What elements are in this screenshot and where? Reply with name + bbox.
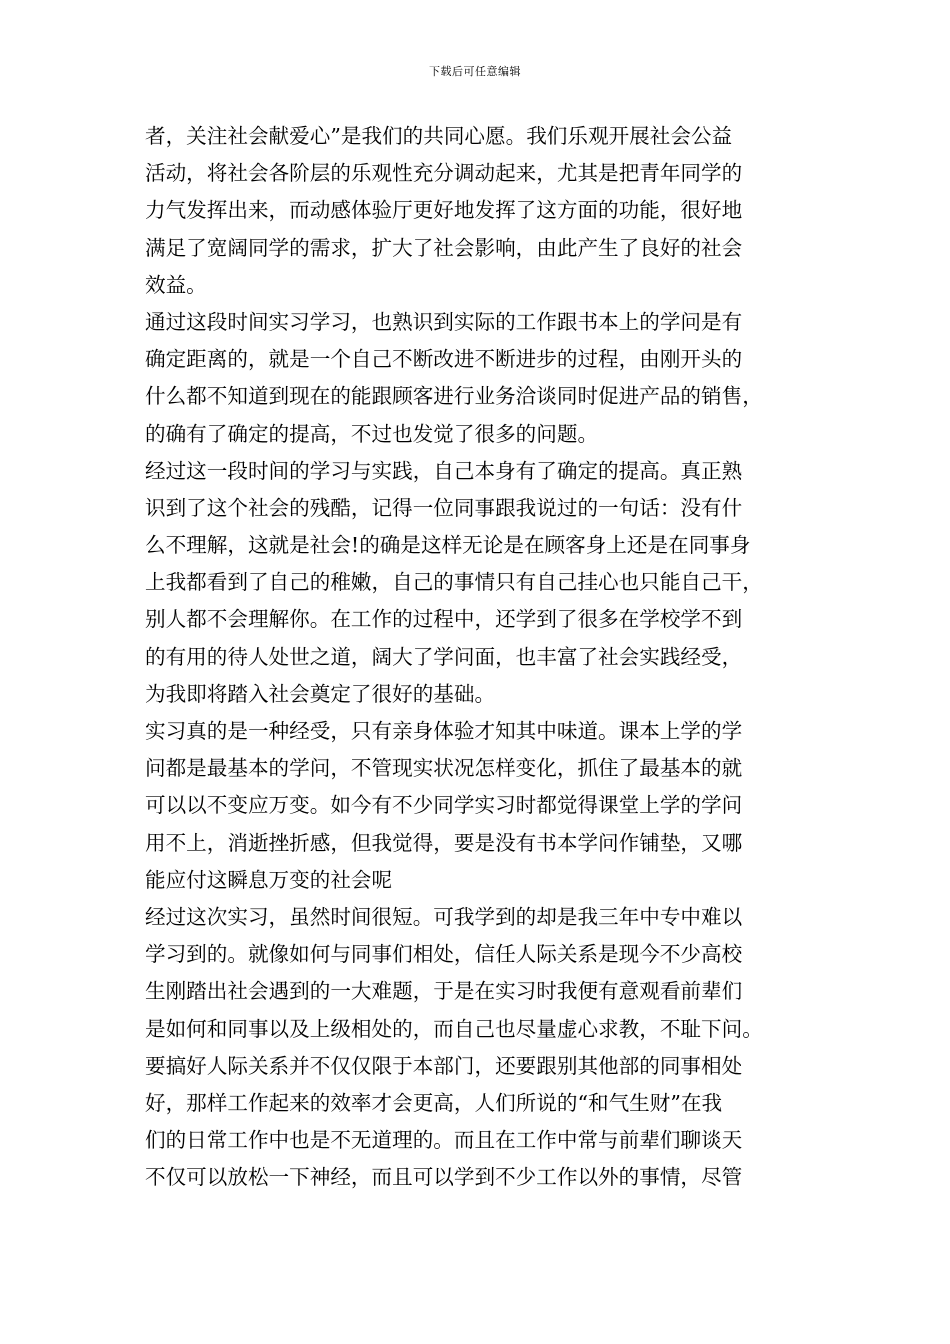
- text-line: 识到了这个社会的残酷，记得一位同事跟我说过的一句话：没有什: [145, 495, 743, 520]
- text-line: 么不理解，这就是社会!的确是这样无论是在顾客身上还是在同事身: [145, 533, 751, 558]
- text-line: 生刚踏出社会遇到的一大难题，于是在实习时我便有意观看前辈们: [145, 979, 743, 1004]
- text-line: 上我都看到了自己的稚嫩，自己的事情只有自己挂心也只能自己干，: [145, 570, 763, 595]
- page-header: 下载后可任意编辑: [429, 65, 521, 78]
- text-line: 经过这一段时间的学习与实践，自己本身有了确定的提高。真正熟: [145, 458, 743, 483]
- body-text: [145, 118, 805, 1196]
- text-line: 活动，将社会各阶层的乐观性充分调动起来，尤其是把青年同学的: [145, 161, 743, 186]
- text-line: 要搞好人际关系并不仅仅限于本部门，还要跟别其他部的同事相处: [145, 1053, 743, 1078]
- text-line: 别人都不会理解你。在工作的过程中，还学到了很多在学校学不到: [145, 607, 743, 632]
- text-line: 为我即将踏入社会奠定了很好的基础。: [145, 681, 496, 706]
- text-line: 什么都不知道到现在的能跟顾客进行业务洽谈同时促进产品的销售，: [145, 384, 763, 409]
- text-line: 力气发挥出来，而动感体验厅更好地发挥了这方面的功能，很好地: [145, 198, 743, 223]
- text-line: 者，关注社会献爱心”是我们的共同心愿。我们乐观开展社会公益: [145, 124, 733, 148]
- text-line: 是如何和同事以及上级相处的，而自己也尽量虚心求教，不耻下问。: [145, 1016, 763, 1041]
- text-line: 学习到的。就像如何与同事们相处，信任人际关系是现今不少高校: [145, 942, 743, 967]
- text-line: 好，那样工作起来的效率才会更高，人们所说的“和气生财”在我: [145, 1090, 723, 1115]
- text-line: 满足了宽阔同学的需求，扩大了社会影响，由此产生了良好的社会: [145, 235, 743, 260]
- text-line: 能应付这瞬息万变的社会呢: [145, 867, 393, 892]
- text-line: 效益。: [145, 272, 207, 297]
- text-line: 的有用的待人处世之道，阔大了学问面，也丰富了社会实践经受，: [145, 644, 743, 669]
- text-line: 们的日常工作中也是不无道理的。而且在工作中常与前辈们聊谈天: [145, 1128, 743, 1153]
- text-line: 用不上，消逝挫折感，但我觉得，要是没有书本学问作铺垫，又哪: [145, 830, 743, 855]
- text-line: 通过这段时间实习学习，也熟识到实际的工作跟书本上的学问是有: [145, 309, 743, 334]
- text-line: 确定距离的，就是一个自己不断改进不断进步的过程，由刚开头的: [145, 347, 743, 372]
- text-line: 可以以不变应万变。如今有不少同学实习时都觉得课堂上学的学问: [145, 793, 743, 818]
- text-line: 实习真的是一种经受，只有亲身体验才知其中味道。课本上学的学: [145, 719, 743, 743]
- text-line: 不仅可以放松一下神经，而且可以学到不少工作以外的事情，尽管: [145, 1165, 743, 1190]
- text-line: 问都是最基本的学问，不管现实状况怎样变化，抓住了最基本的就: [145, 756, 743, 781]
- text-line: 的确有了确定的提高，不过也发觉了很多的问题。: [145, 421, 599, 446]
- text-line: 经过这次实习，虽然时间很短。可我学到的却是我三年中专中难以: [145, 904, 743, 929]
